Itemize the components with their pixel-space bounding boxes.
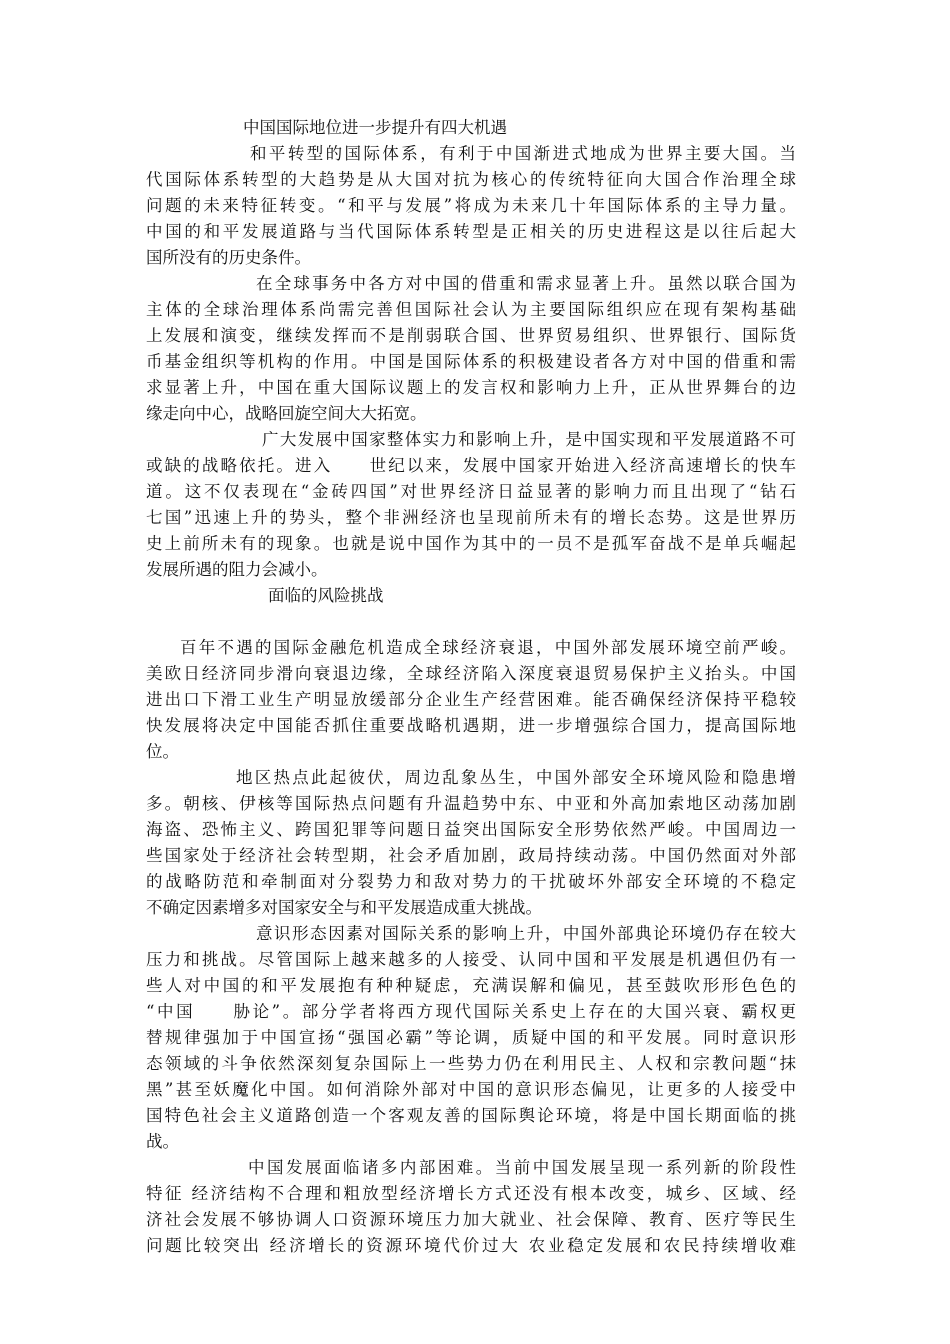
paragraph-6-line: “中国 胁论”。部分学者将西方现代国际关系史上存在的大国兴衰、霸权更 (146, 1002, 796, 1021)
paragraph-6-line: 意识形态因素对国际关系的影响上升，中国外部典论环境仍存在较大 (256, 924, 796, 943)
paragraph-6-line: 战。 (146, 1132, 179, 1151)
paragraph-4-line: 美欧日经济同步滑向衰退边缘，全球经济陷入深度衰退贸易保护主义抬头。中国 (146, 664, 796, 683)
paragraph-2-line: 在全球事务中各方对中国的借重和需求显著上升。虽然以联合国为 (256, 274, 796, 293)
paragraph-2-line: 缘走向中心，战略回旋空间大大拓宽。 (146, 404, 427, 423)
paragraph-5-line: 多。朝核、伊核等国际热点问题有升温趋势中东、中亚和外高加索地区动荡加剧 (146, 794, 796, 813)
paragraph-3-line: 或缺的战略依托。进入 世纪以来，发展中国家开始进入经济高速增长的快车 (146, 456, 796, 475)
paragraph-7-line: 问题比较突出 经济增长的资源环境代价过大 农业稳定发展和农民持续增收难 (146, 1236, 796, 1255)
paragraph-5-line: 地区热点此起彼伏，周边乱象丛生，中国外部安全环境风险和隐患增 (236, 768, 796, 787)
paragraph-5-line: 的战略防范和牵制面对分裂势力和敌对势力的干扰破坏外部安全环境的不稳定 (146, 872, 796, 891)
paragraph-6-line: 态领域的斗争依然深刻复杂国际上一些势力仍在利用民主、人权和宗教问题“抹 (146, 1054, 796, 1073)
paragraph-7-line: 特征 经济结构不合理和粗放型经济增长方式还没有根本改变，城乡、区域、经 (146, 1184, 796, 1203)
paragraph-3-line: 广大发展中国家整体实力和影响上升，是中国实现和平发展道路不可 (262, 430, 796, 449)
paragraph-3-line: 道。这不仅表现在“金砖四国”对世界经济日益显著的影响力而且出现了“钻石 (146, 482, 796, 501)
paragraph-2-line: 求显著上升，中国在重大国际议题上的发言权和影响力上升，正从世界舞台的边 (146, 378, 796, 397)
paragraph-5-line: 不确定因素增多对国家安全与和平发展造成重大挑战。 (146, 898, 542, 917)
paragraph-4-line: 百年不遇的国际金融危机造成全球经济衰退，中国外部发展环境空前严峻。 (180, 638, 796, 657)
paragraph-6-line: 黑”甚至妖魔化中国。如何消除外部对中国的意识形态偏见，让更多的人接受中 (146, 1080, 796, 1099)
paragraph-4-line: 快发展将决定中国能否抓住重要战略机遇期，进一步增强综合国力，提高国际地 (146, 716, 796, 735)
paragraph-5-line: 海盗、恐怖主义、跨国犯罪等问题日益突出国际安全形势依然严峻。中国周边一 (146, 820, 796, 839)
paragraph-2-line: 主体的全球治理体系尚需完善但国际社会认为主要国际组织应在现有架构基础 (146, 300, 796, 319)
paragraph-4-line: 进出口下滑工业生产明显放缓部分企业生产经营困难。能否确保经济保持平稳较 (146, 690, 796, 709)
paragraph-2-line: 币基金组织等机构的作用。中国是国际体系的积极建设者各方对中国的借重和需 (146, 352, 796, 371)
document-title: 中国国际地位进一步提升有四大机遇 (243, 118, 507, 137)
paragraph-6-line: 替规律强加于中国宣扬“强国必霸”等论调，质疑中国的和平发展。同时意识形 (146, 1028, 796, 1047)
paragraph-1-line: 代国际体系转型的大趋势是从大国对抗为核心的传统特征向大国合作治理全球 (146, 170, 796, 189)
paragraph-1-line: 中国的和平发展道路与当代国际体系转型是正相关的历史进程这是以往后起大 (146, 222, 796, 241)
paragraph-4-line: 位。 (146, 742, 179, 761)
paragraph-1-line: 和平转型的国际体系，有利于中国渐进式地成为世界主要大国。当 (250, 144, 796, 163)
paragraph-1-line: 国所没有的历史条件。 (146, 248, 311, 267)
paragraph-6-line: 国特色社会主义道路创造一个客观友善的国际舆论环境，将是中国长期面临的挑 (146, 1106, 796, 1125)
paragraph-3-line: 发展所遇的阻力会减小。 (146, 560, 328, 579)
section-heading: 面临的风险挑战 (268, 586, 384, 605)
paragraph-1-line: 问题的未来特征转变。“和平与发展”将成为未来几十年国际体系的主导力量。 (146, 196, 796, 215)
paragraph-3-line: 史上前所未有的现象。也就是说中国作为其中的一员不是孤军奋战不是单兵崛起 (146, 534, 796, 553)
paragraph-3-line: 七国”迅速上升的势头，整个非洲经济也呈现前所未有的增长态势。这是世界历 (146, 508, 796, 527)
paragraph-6-line: 压力和挑战。尽管国际上越来越多的人接受、认同中国和平发展是机遇但仍有一 (146, 950, 796, 969)
paragraph-7-line: 中国发展面临诸多内部困难。当前中国发展呈现一系列新的阶段性 (248, 1158, 796, 1177)
paragraph-5-line: 些国家处于经济社会转型期，社会矛盾加剧，政局持续动荡。中国仍然面对外部 (146, 846, 796, 865)
paragraph-6-line: 些人对中国的和平发展抱有种种疑虑，充满误解和偏见，甚至鼓吹形形色色的 (146, 976, 796, 995)
paragraph-2-line: 上发展和演变，继续发挥而不是削弱联合国、世界贸易组织、世界银行、国际货 (146, 326, 796, 345)
paragraph-7-line: 济社会发展不够协调人口资源环境压力加大就业、社会保障、教育、医疗等民生 (146, 1210, 796, 1229)
